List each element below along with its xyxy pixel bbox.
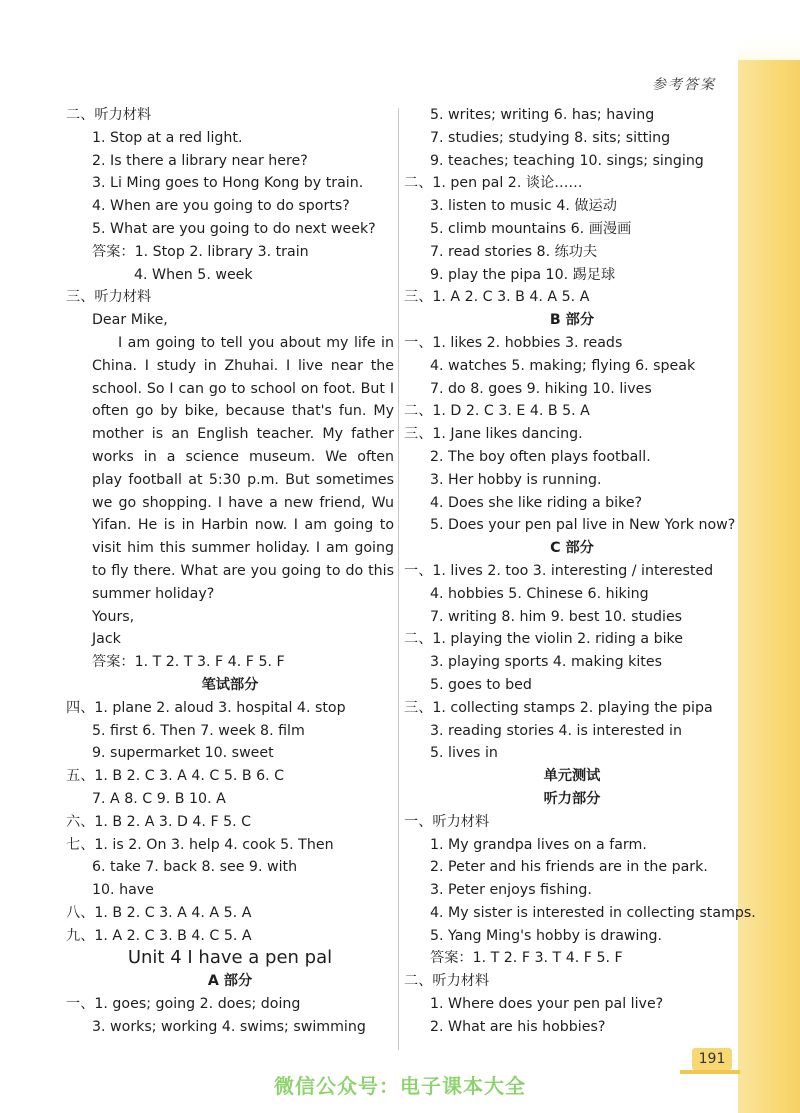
answer-line: 3. Li Ming goes to Hong Kong by train. <box>92 175 364 192</box>
answer-line: 3. Her hobby is running. <box>430 471 602 488</box>
answer-line: 七、1. is 2. On 3. help 4. cook 5. Then <box>66 836 334 853</box>
answer-line: 2. Is there a library near here? <box>92 152 308 169</box>
section-heading: 听力部分 <box>543 790 601 807</box>
answer-line: 二、听力材料 <box>66 107 152 123</box>
right-answers <box>404 104 756 1039</box>
answer-line: 一、1. likes 2. hobbies 3. reads <box>404 334 623 351</box>
answer-line: 7. read stories 8. 练功夫 <box>430 243 598 260</box>
answer-line: 9. teaches; teaching 10. sings; singing <box>430 152 704 169</box>
answer-line: 二、1. playing the violin 2. riding a bike <box>404 631 683 648</box>
answer-line: 6. take 7. back 8. see 9. with <box>92 859 298 876</box>
answer-line: 三、1. Jane likes dancing. <box>404 426 583 443</box>
letter-signature: Jack <box>92 631 121 648</box>
answer-line: 二、1. D 2. C 3. E 4. B 5. A <box>404 403 590 420</box>
answer-line: 答案：1. Stop 2. library 3. train <box>92 243 309 260</box>
answer-line: 5. Does your pen pal live in New York now? <box>430 517 736 534</box>
answer-line: 3. Peter enjoys fishing. <box>430 882 592 899</box>
page-number: 191 <box>692 1048 732 1070</box>
answer-line: 5. climb mountains 6. 画漫画 <box>430 220 632 237</box>
right-column <box>404 104 756 1039</box>
answer-line: 5. Yang Ming's hobby is drawing. <box>430 927 662 944</box>
answer-line: 5. first 6. Then 7. week 8. film <box>92 722 305 739</box>
answer-line: 5. What are you going to do next week? <box>92 220 376 237</box>
answer-line: 3. reading stories 4. is interested in <box>430 722 682 739</box>
left-answers-bottom <box>66 651 394 1039</box>
answer-line: 答案：1. T 2. F 3. T 4. F 5. F <box>430 950 623 967</box>
section-heading: A 部分 <box>207 973 253 990</box>
answer-line: 4. hobbies 5. Chinese 6. hiking <box>430 585 649 602</box>
answer-line: 1. Where does your pen pal live? <box>430 996 664 1013</box>
left-answers-top <box>66 104 394 332</box>
answer-line: 4. When 5. week <box>134 266 253 283</box>
answer-line: 四、1. plane 2. aloud 3. hospital 4. stop <box>66 699 346 716</box>
answer-line: 3. works; working 4. swims; swimming <box>92 1018 366 1035</box>
section-heading: 笔试部分 <box>201 676 259 693</box>
answer-line: 5. writes; writing 6. has; having <box>430 107 655 123</box>
answer-line: 答案：1. T 2. T 3. F 4. F 5. F <box>92 654 285 671</box>
answer-line: 二、听力材料 <box>404 973 490 990</box>
letter-closing: Yours, <box>92 608 135 625</box>
answer-line: 7. studies; studying 8. sits; sitting <box>430 129 671 146</box>
answer-line: 9. supermarket 10. sweet <box>92 745 274 762</box>
answer-line: 4. When are you going to do sports? <box>92 198 350 215</box>
left-column <box>66 104 394 1039</box>
answer-line: 三、1. A 2. C 3. B 4. A 5. A <box>404 289 590 306</box>
section-heading: B 部分 <box>549 312 595 329</box>
answer-line: 2. What are his hobbies? <box>430 1018 606 1035</box>
answer-line: 八、1. B 2. C 3. A 4. A 5. A <box>66 904 252 921</box>
answer-line: Dear Mike, <box>92 312 168 329</box>
answer-line: 一、1. goes; going 2. does; doing <box>66 996 301 1013</box>
answer-line: 4. Does she like riding a bike? <box>430 494 643 511</box>
answer-line: 10. have <box>92 882 154 899</box>
answer-line: 1. My grandpa lives on a farm. <box>430 836 647 853</box>
section-heading: Unit 4 I have a pen pal <box>127 947 333 969</box>
answer-line: 9. play the pipa 10. 踢足球 <box>430 266 616 283</box>
answer-line: 2. The boy often plays football. <box>430 448 651 465</box>
answer-line: 二、1. pen pal 2. 谈论…… <box>404 175 583 192</box>
answer-line: 7. writing 8. him 9. best 10. studies <box>430 608 683 625</box>
column-divider <box>398 108 399 1050</box>
answer-line: 5. lives in <box>430 745 498 762</box>
answer-line: 一、听力材料 <box>404 813 490 830</box>
answer-line: 三、1. collecting stamps 2. playing the pipa <box>404 699 713 716</box>
yellow-side-band <box>732 60 800 1113</box>
answer-line: 三、听力材料 <box>66 289 152 306</box>
section-heading: 单元测试 <box>543 768 601 785</box>
answer-line: 3. listen to music 4. 做运动 <box>430 198 617 215</box>
answer-line: 1. Stop at a red light. <box>92 129 243 146</box>
answer-line: 3. playing sports 4. making kites <box>430 654 662 671</box>
footer-watermark: 微信公众号：电子课本大全 <box>274 1074 526 1098</box>
answer-line: 2. Peter and his friends are in the park. <box>430 859 708 876</box>
answer-line: 六、1. B 2. A 3. D 4. F 5. C <box>66 813 252 830</box>
answer-line: 4. watches 5. making; flying 6. speak <box>430 357 696 374</box>
answer-line: 五、1. B 2. C 3. A 4. C 5. B 6. C <box>66 768 285 785</box>
answer-line: 7. do 8. goes 9. hiking 10. lives <box>430 380 652 397</box>
answer-line: 7. A 8. C 9. B 10. A <box>92 790 226 807</box>
section-heading: C 部分 <box>550 540 594 557</box>
running-header: 参考答案 <box>652 77 716 93</box>
answer-line: 4. My sister is interested in collecting stamps. <box>430 904 756 921</box>
answer-line: 5. goes to bed <box>430 676 532 693</box>
letter-body: I am going to tell you about my life in China. I study in Zhuhai. I live near the school. So I can go to school on foot. But I often go by bike, because that's fun. My mother is an English teacher. My father works in a science museum. We often play football at 5:30 p.m. But sometimes we go shopping. I have a new friend, Wu Yifan. He is in Harbin now. I am going to visit him this summer holiday. I am going to fly there. What are you going to do this summer holiday? <box>92 334 394 602</box>
answer-line: 一、1. lives 2. too 3. interesting / interested <box>404 562 714 579</box>
answer-line: 九、1. A 2. C 3. B 4. C 5. A <box>66 927 252 944</box>
